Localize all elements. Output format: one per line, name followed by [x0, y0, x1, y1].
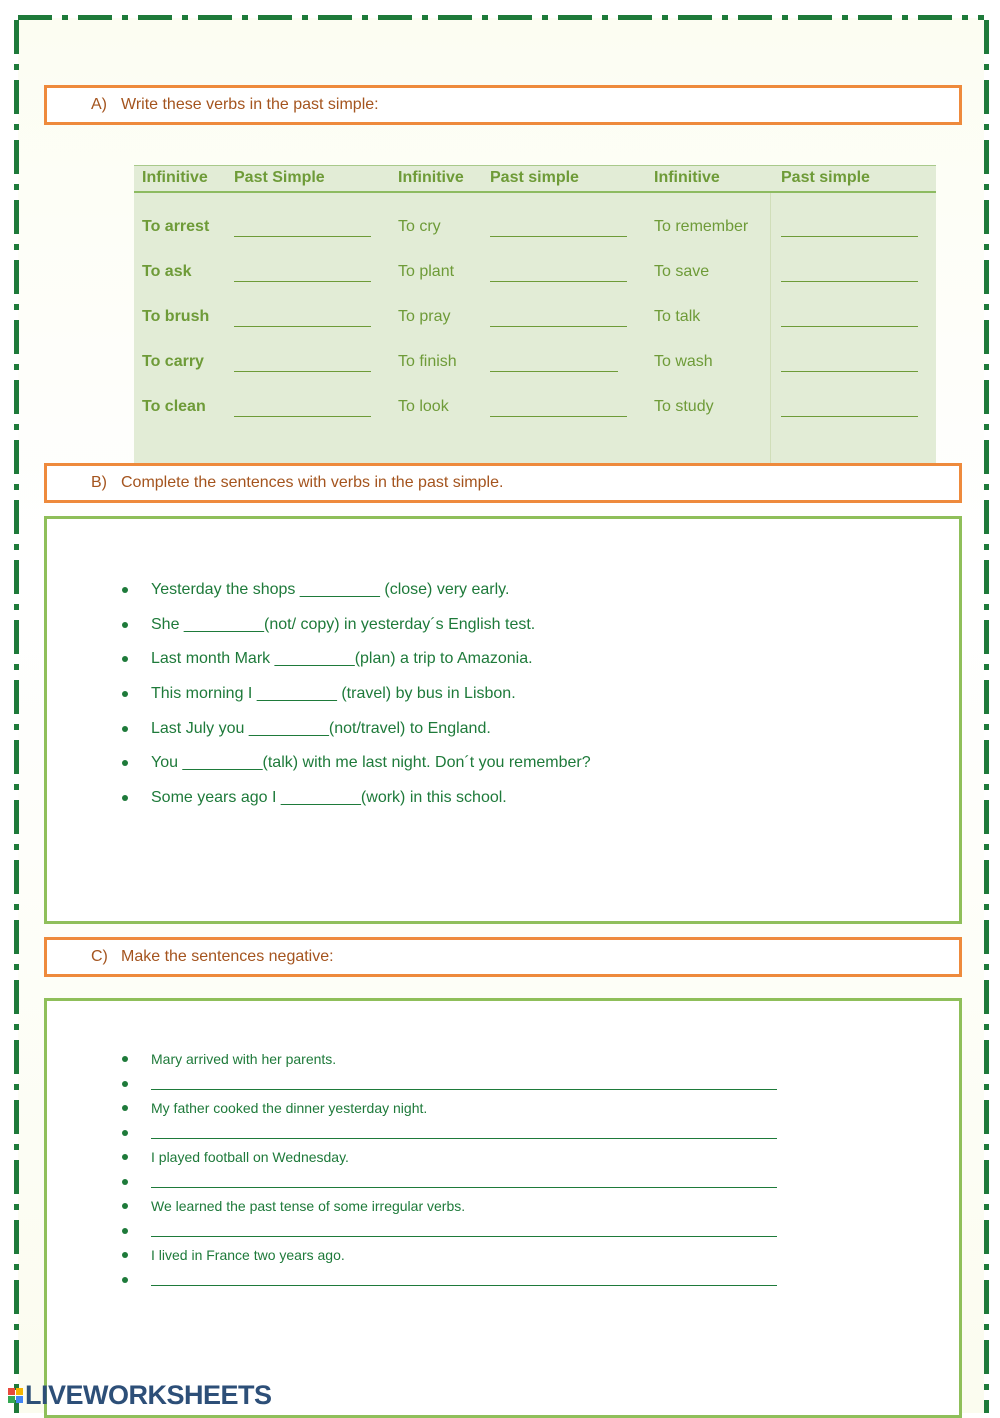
sentence-item[interactable]: This morning I _________ (travel) by bus in Lisbon.	[120, 684, 591, 719]
verb-cell: To wash	[654, 353, 713, 370]
header-past-simple-2: Past simple	[490, 169, 579, 186]
sentence-item: I lived in France two years ago.	[120, 1246, 777, 1271]
section-c-title: Make the sentences negative:	[121, 948, 334, 965]
verb-cell: To look	[398, 398, 449, 415]
sentence-item[interactable]: Last month Mark _________(plan) a trip to Amazonia.	[120, 649, 591, 684]
section-b-title: Complete the sentences with verbs in the past simple.	[121, 474, 504, 491]
answer-line[interactable]	[151, 1173, 777, 1188]
answer-blank[interactable]	[490, 281, 627, 282]
verb-table	[134, 165, 936, 465]
answer-blank[interactable]	[781, 326, 918, 327]
answer-line[interactable]	[151, 1124, 777, 1139]
verb-cell: To clean	[142, 398, 206, 415]
header-past-simple-1: Past Simple	[234, 169, 325, 186]
header-infinitive-3: Infinitive	[654, 169, 720, 186]
answer-line[interactable]	[151, 1222, 777, 1237]
sentence-item: My father cooked the dinner yesterday night.	[120, 1099, 777, 1124]
section-b-letter: B)	[91, 474, 107, 491]
sentence-item[interactable]: She _________(not/ copy) in yesterday´s English test.	[120, 615, 591, 650]
answer-blank[interactable]	[490, 326, 627, 327]
sentence-item[interactable]: You _________(talk) with me last night. Don´t you remember?	[120, 753, 591, 788]
verb-cell: To carry	[142, 353, 204, 370]
answer-line-item[interactable]	[120, 1222, 777, 1247]
verb-cell: To cry	[398, 218, 441, 235]
answer-line-item[interactable]	[120, 1124, 777, 1149]
header-past-simple-3: Past simple	[781, 169, 870, 186]
verb-cell: To ask	[142, 263, 192, 280]
answer-blank[interactable]	[781, 281, 918, 282]
answer-line[interactable]	[151, 1271, 777, 1286]
verb-cell: To remember	[654, 218, 749, 235]
sentence-item[interactable]: Yesterday the shops _________ (close) very early.	[120, 580, 591, 615]
answer-blank[interactable]	[490, 416, 627, 417]
verb-cell: To finish	[398, 353, 457, 370]
header-infinitive-1: Infinitive	[142, 169, 208, 186]
dashed-border-top	[18, 15, 984, 20]
section-a-title: Write these verbs in the past simple:	[121, 96, 379, 113]
answer-blank[interactable]	[781, 236, 918, 237]
answer-blank[interactable]	[234, 416, 371, 417]
sentence-item: I played football on Wednesday.	[120, 1148, 777, 1173]
header-infinitive-2: Infinitive	[398, 169, 464, 186]
logo-text: LIVEWORKSHEETS	[25, 1380, 272, 1410]
sentence-item[interactable]: Some years ago I _________(work) in this school.	[120, 788, 591, 823]
answer-blank[interactable]	[234, 371, 371, 372]
table-header-rule	[134, 191, 936, 193]
answer-line[interactable]	[151, 1075, 777, 1090]
verb-cell: To plant	[398, 263, 455, 280]
answer-blank[interactable]	[490, 236, 627, 237]
section-c-heading	[44, 937, 962, 977]
logo-blocks-icon	[8, 1388, 23, 1403]
section-a-letter: A)	[91, 96, 107, 113]
verb-cell: To pray	[398, 308, 451, 325]
verb-cell: To brush	[142, 308, 210, 325]
section-c-letter: C)	[91, 948, 108, 965]
section-b-sentence-list	[120, 580, 591, 823]
answer-blank[interactable]	[234, 236, 371, 237]
section-c-sentence-list	[120, 1050, 777, 1295]
answer-line-item[interactable]	[120, 1075, 777, 1100]
answer-line-item[interactable]	[120, 1271, 777, 1296]
dashed-border-right	[984, 20, 989, 1413]
verb-cell: To talk	[654, 308, 701, 325]
answer-blank[interactable]	[234, 281, 371, 282]
answer-blank[interactable]	[490, 371, 618, 372]
answer-blank[interactable]	[234, 326, 371, 327]
verb-cell: To arrest	[142, 218, 210, 235]
sentence-item: We learned the past tense of some irregular verbs.	[120, 1197, 777, 1222]
answer-line-item[interactable]	[120, 1173, 777, 1198]
section-a-heading	[44, 85, 962, 125]
sentence-item[interactable]: Last July you _________(not/travel) to England.	[120, 719, 591, 754]
dashed-border-left	[14, 20, 19, 1413]
section-b-heading	[44, 463, 962, 503]
sentence-item: Mary arrived with her parents.	[120, 1050, 777, 1075]
verb-cell: To save	[654, 263, 710, 280]
answer-blank[interactable]	[781, 371, 918, 372]
liveworksheets-logo[interactable]	[8, 1380, 272, 1411]
answer-blank[interactable]	[781, 416, 918, 417]
table-top-rule	[134, 165, 936, 166]
table-column-divider	[770, 193, 771, 465]
verb-cell: To study	[654, 398, 714, 415]
